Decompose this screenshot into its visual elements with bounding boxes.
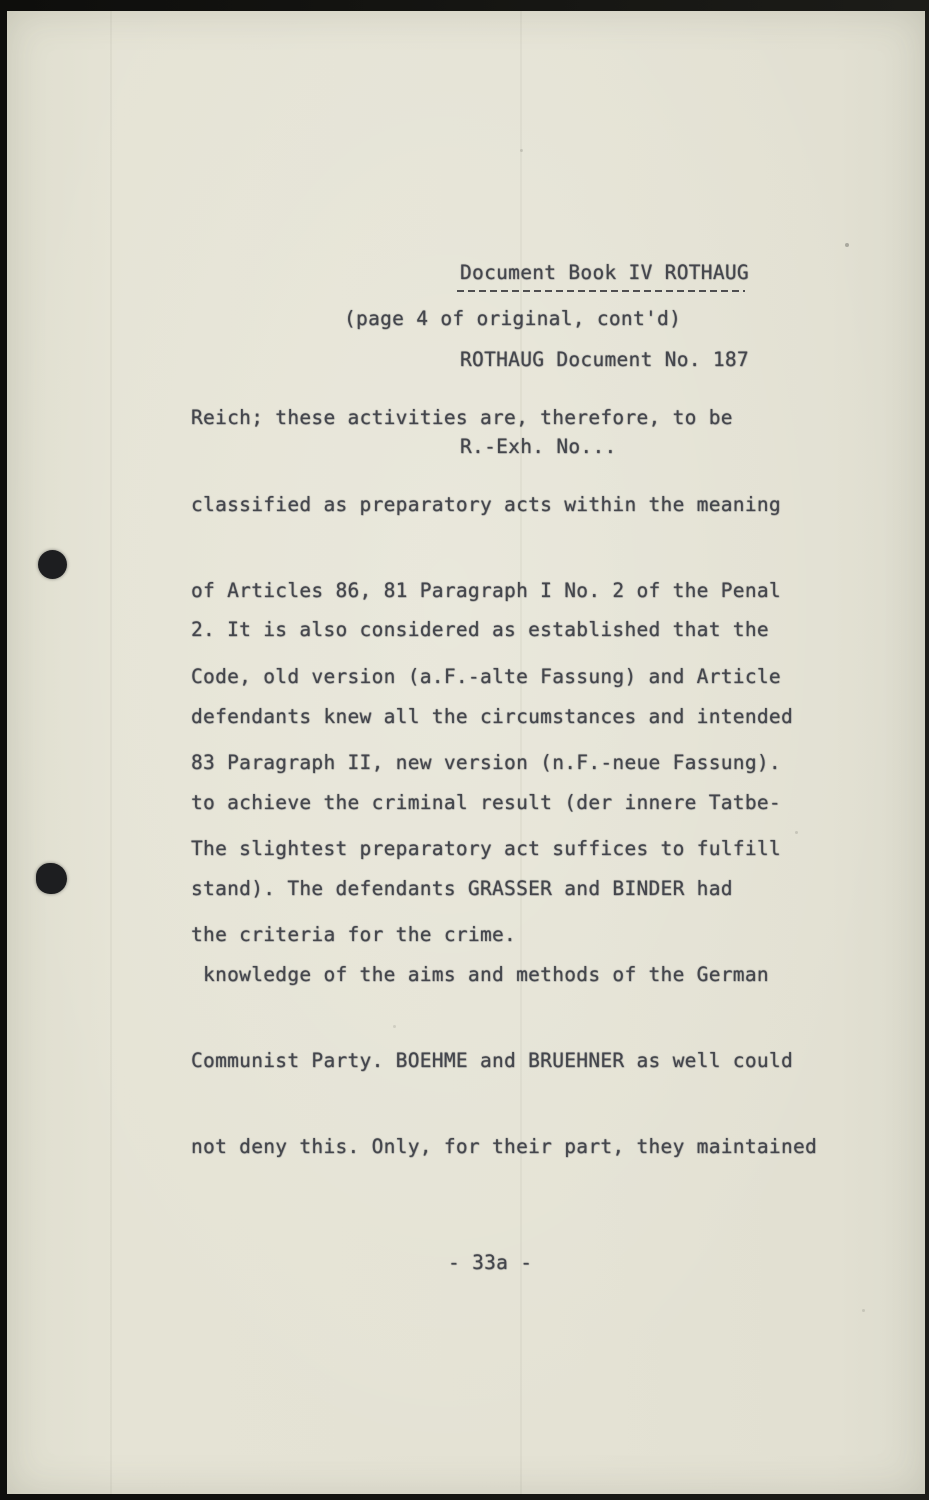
paper-speck [307, 763, 310, 767]
paper-speck [393, 1025, 396, 1028]
paragraph-2-line: defendants knew all the circumstances and intended [191, 704, 793, 728]
paragraph-1-line: classified as preparatory acts within the meaning [191, 492, 781, 516]
page-number: - 33a - [448, 1251, 533, 1274]
paragraph-2-line: Communist Party. BOEHME and BRUEHNER as well could [191, 1048, 793, 1072]
paragraph-1-line: 83 Paragraph II, new version (n.F.-neue Fassung). [191, 750, 781, 774]
paper-sheet [7, 11, 925, 1494]
paragraph-1-line: The slightest preparatory act suffices to fulfill [191, 836, 781, 860]
header-exhibit-number: R.-Exh. No... [460, 435, 617, 458]
paper-fold-line [110, 11, 112, 1494]
paragraph-2-line: to achieve the criminal result (der innere Tatbe- [191, 790, 781, 814]
paragraph-1-line: Reich; these activities are, therefore, to be [191, 406, 733, 430]
paragraph-2-line: stand). The defendants GRASSER and BINDER had [191, 876, 733, 900]
paper-speck [845, 243, 849, 247]
paper-speck [795, 831, 798, 834]
paragraph-1-line: Code, old version (a.F.-alte Fassung) and Article [191, 664, 781, 688]
paragraph-2 [191, 559, 817, 1219]
paragraph-2-line: not deny this. Only, for their part, they maintained [191, 1135, 818, 1159]
punch-hole-top [38, 550, 67, 579]
header-document-book: Document Book IV ROTHAUG [460, 261, 749, 284]
paragraph-1-line: the criteria for the crime. [191, 923, 517, 947]
header-dashed-underline [457, 290, 745, 292]
page-reference-note: (page 4 of original, cont'd) [344, 307, 682, 330]
paragraph-2-line: knowledge of the aims and methods of the German [191, 962, 769, 986]
paper-speck [520, 149, 523, 152]
paper-speck [862, 1309, 865, 1312]
paragraph-2-line: 2. It is also considered as established that the [191, 618, 769, 642]
paragraph-1-line: of Articles 86, 81 Paragraph I No. 2 of the Penal [191, 578, 781, 602]
header-document-number: ROTHAUG Document No. 187 [460, 348, 749, 371]
punch-hole-bottom [36, 863, 67, 894]
